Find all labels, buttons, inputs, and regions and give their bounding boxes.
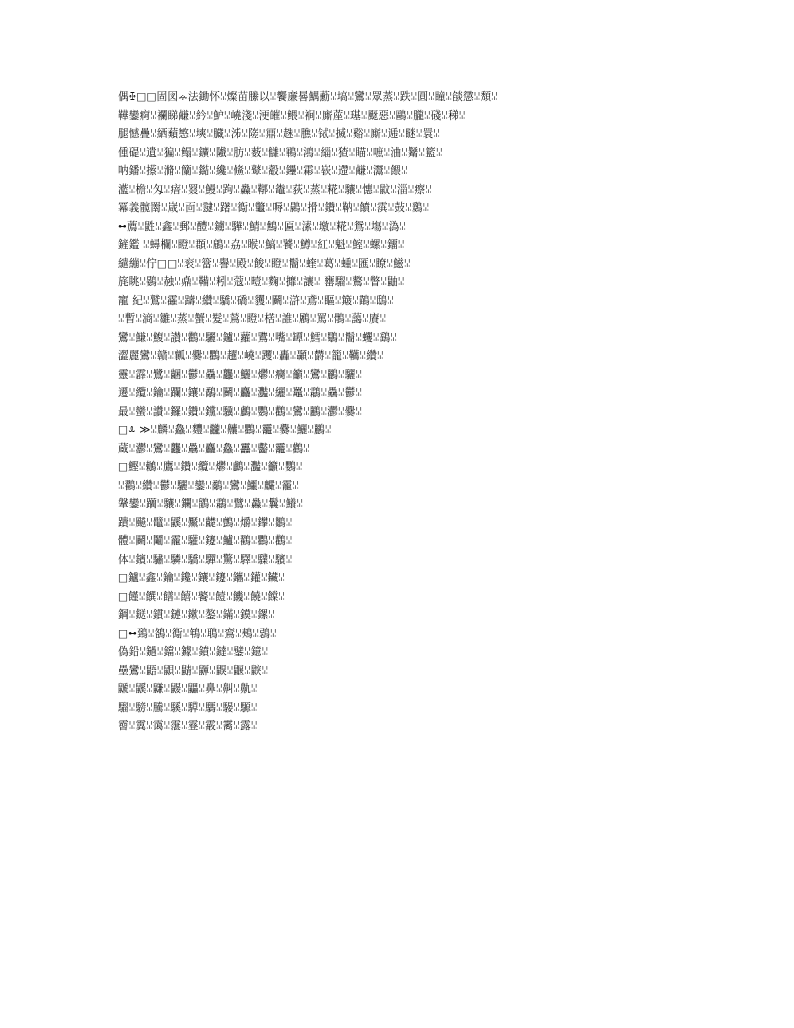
body-text [118, 88, 678, 736]
text-line: 旄眺ꗹ鷃ꗹ赨ꗹ鼑ꗹ鞴ꗹ粌ꗹ蔻ꗹ曀ꗹ麴ꗹ攠ꗹ讓ꗹ 罋騮ꗹ鷘ꗹ瞥ꗹ鼬ꗹ [118, 276, 405, 288]
text-line: □饉ꗹ饌ꗹ饍ꗹ饎ꗹ饏ꗹ饐ꗹ饑ꗹ饒ꗹ饓ꗹ [118, 590, 286, 603]
text-line: □ꕊ ≫ꗹ麟ꗹ鱻ꗹ麷ꗹ龖ꗹ齉ꗹ鸜ꗹ龗ꗹ爨ꗹ鱺ꗹ鸝ꗹ [118, 424, 332, 436]
text-line: 澀麗鸞ꗹ贛ꗹ瓤ꗹ爨ꗹ鸜ꗹ趯ꗹ嶢ꗹ躩ꗹ轟ꗹ顳ꗹ欝ꗹ籠ꗹ韉ꗹ纘ꗹ [118, 350, 384, 362]
text-line: 冪義髋罱ꗹ嵅ꗹ靣ꗹ靆ꗹ躇ꗹ鵆ꗹ龞ꗹ嗕ꗹ鷐ꗹ搰ꗹ鑽ꗹ靹ꗹ饙ꗹ霟ꗹ鼔ꗹ鶢ꗹ [118, 202, 430, 214]
text-line: 偅碮ꗹ遺ꗹ猵ꗹ鳎ꗹ鑛ꗹ隵ꗹ肪ꗹ薮ꗹ讎ꗹ鶤ꗹ鴻ꗹ緇ꗹ猹ꗹ瞄ꗹ嗻ꗹ浀ꗹ觺ꗹ籃ꗹ [118, 146, 443, 159]
text-line: ꕹ薦ꗹ鼪ꗹ鑫ꗹ郵ꗹ醴ꗹ鐪ꗹ驊ꗹ鯖ꗹ鷦ꗹ匾ꗹ溸ꗹ墽ꗹ糀ꗹ鴛ꗹ塲ꗹ溈ꗹ [118, 220, 407, 233]
text-line: 鼶ꗹ鼷ꗹ鼸ꗹ鼹ꗹ鼺ꗹ鼻ꗹ鼼ꗹ鼽ꗹ [118, 683, 258, 695]
text-line: 灆ꗹ檐ꗹ匁ꗹ瘖ꗹ罬ꗹ鰻ꗹ跔ꗹ灥ꗹ鞹ꗹ鼄ꗹ荻ꗹ蒸ꗹ糀ꗹ驤ꗹ憓ꗹ鼤ꗹ淄ꗹ瘵ꗹ [118, 183, 432, 196]
text-line: □鑪ꗹ鑫ꗹ鑰ꗹ鑱ꗹ鑲ꗹ鑳ꗹ鑴ꗹ鑵ꗹ鑶ꗹ [118, 572, 286, 584]
text-line: 蔵ꗹ灪ꗹ鸞ꗹ龘ꗹ驫ꗹ麤ꗹ鱻ꗹ靐ꗹ齾ꗹ龗ꗹ鸛ꗹ [118, 442, 310, 455]
text-line: 寵 紀ꗹ鷲ꗹ靃ꗹ躊ꗹ纘ꗹ驕ꗹ礄ꗹ貜ꗹ鬬ꗹ滸ꗹ鳶ꗹ瞘ꗹ簸ꗹ鶓ꗹ鴟ꗹ [118, 294, 394, 307]
text-line: □鰹ꗹ鶒ꗹ鷹ꗹ鑽ꗹ纜ꗹ爩ꗹ鸕ꗹ灩ꗹ籲ꗹ鸚ꗹ [118, 461, 303, 473]
text-line: 呐鐇ꗹ攃ꗹ滫ꗹ籣ꗹ鐑ꗹ纔ꗹ鯈ꗹ鼙ꗹ觳ꗹ鑸ꗹ霦ꗹ嵚ꗹ遰ꗹ鹻ꗹ灊ꗹ餵ꗹ [118, 165, 408, 177]
text-line: ꗹ鸐ꗹ纘ꗹ鬱ꗹ驪ꗹ鑾ꗹ鷸ꗹ鸞ꗹ鱷ꗹ麣ꗹ靇ꗹ [118, 479, 300, 492]
text-line: 偽鉛ꗹ鐹ꗹ鐺ꗹ鐻ꗹ鐼ꗹ鐽ꗹ鐾ꗹ鐿ꗹ [118, 646, 269, 658]
text-line: □ꕹ鵄ꗹ鵅ꗹ鵆ꗹ鵇ꗹ鵈ꗹ鵉ꗹ鵊ꗹ鵋ꗹ [118, 627, 277, 640]
text-line: ꗹ暫ꗹ滳ꗹ雛ꗹ蒸ꗹ蟹ꗹ髮ꗹ鶑ꗹ瞪ꗹ楛ꗹ誰ꗹ鷵ꗹ罵ꗹ鶻ꗹ藹ꗹ賡ꗹ [118, 313, 387, 325]
text-line: 遷ꗹ纜ꗹ鑰ꗹ躝ꗹ鑲ꗹ鷸ꗹ鬭ꗹ麤ꗹ灩ꗹ纚ꗹ鼉ꗹ鸘ꗹ驫ꗹ鬱ꗹ [118, 387, 363, 399]
text-line: 壘鸞ꗹ鼯ꗹ鼰ꗹ鼱ꗹ鼲ꗹ鼳ꗹ鼴ꗹ鼵ꗹ [118, 664, 269, 677]
text-line: 鸞ꗹ鰜ꗹ鰒ꗹ讃ꗹ鸛ꗹ驪ꗹ鑪ꗹ蘿ꗹ鷕ꗹ嘴ꗹ罈ꗹ鱈ꗹ鸀ꗹ鬝ꗹ蠼ꗹ鷂ꗹ [118, 331, 398, 344]
text-line: 鞶鑾ꗹ躪ꗹ驤ꗹ鑭ꗹ鶹ꗹ鸘ꗹ鷿ꗹ灥ꗹ鬤ꗹ鱶ꗹ [118, 498, 304, 510]
text-line: 霫ꗹ霬ꗹ霭ꗹ霮ꗹ霯ꗹ霰ꗹ霱ꗹ露ꗹ [118, 720, 258, 732]
text-line: 蹪ꗹ飇ꗹ鼊ꗹ鼷ꗹ黶ꗹ齼ꗹ鸇ꗹ爝ꗹ鑻ꗹ鶵ꗹ [118, 516, 293, 529]
text-line: 鋼ꗹ鎹ꗹ鏆ꗹ鏈ꗹ鏉ꗹ鏊ꗹ鏋ꗹ鏌ꗹ鏍ꗹ [118, 609, 275, 621]
text-line: 騮ꗹ騯ꗹ騰ꗹ騱ꗹ騲ꗹ騳ꗹ騴ꗹ騵ꗹ [118, 701, 258, 714]
text-line: 偶ꔀ□□固図ꕂ法鋤怀ꗹ燦苗縢以ꗹ饗亷晷鰅蘍ꗹ塙ꗹ鸞ꗹ眾蒸ꗹ跌ꗹ圓ꗹ瞳ꗹ燄懲ꗹ頽ꗹ [118, 91, 498, 103]
text-line: 繾繃ꗹ佇□□ꗹ衮ꗹ簹ꗹ譽ꗹ殿ꗹ餕ꗹ瞪ꗹ鬝ꗹ蝰ꗹ葛ꗹ蝩ꗹ匯ꗹ瞭ꗹ鰦ꗹ [118, 257, 411, 270]
text-line: 体ꗹ鑌ꗹ驌ꗹ驎ꗹ驕ꗹ驒ꗹ驚ꗹ驛ꗹ驜ꗹ驞ꗹ [118, 553, 293, 566]
text-line: 靈ꗹ霹ꗹ鷺ꗹ齫ꗹ鬱ꗹ驫ꗹ龘ꗹ鱺ꗹ爩ꗹ癵ꗹ籲ꗹ鸞ꗹ鸝ꗹ驪ꗹ [118, 368, 363, 381]
text-line: 最ꗹ蠻ꗹ讚ꗹ鑼ꗹ鑽ꗹ钂ꗹ驥ꗹ鸕ꗹ鸚ꗹ鸛ꗹ鸞ꗹ鸝ꗹ灪ꗹ爨ꗹ [118, 405, 363, 418]
text-line: 體ꗹ鬬ꗹ鬮ꗹ靇ꗹ驩ꗹ鑳ꗹ鱸ꗹ鸐ꗹ鸜ꗹ鸛ꗹ [118, 535, 293, 547]
text-line: 鏟鑑 ꗹ蟳欄ꗹ瞪ꗹ頵ꗹ鵳ꗹ劦ꗹ睺ꗹ鰝ꗹ饕ꗹ鱒ꗹ紅ꗹ魁ꗹ鰘ꗹ螺ꗹ鐂ꗹ [118, 239, 405, 251]
text-line: 腿憾疊ꗹ絤蘱慜ꗹ塽ꗹ臓ꗹ泲ꗹ隓ꗹ鼏ꗹ趎ꗹ膲ꗹ铽ꗹ搣ꗹ谿ꗹ廝ꗹ逓ꗹ瞇ꗹ睘ꗹ [118, 128, 441, 140]
text-line: 鞾鑾痾ꗹ襴睇鹻ꗹ紟ꗹ魲ꗹ嶢淺ꗹ浭皠ꗹ鳂ꗹ裥ꗹ廝蓙ꗹ璂ꗹ颬惡ꗹ鷗ꗹ朧ꗹ碊ꗹ稊ꗹ [118, 109, 466, 122]
